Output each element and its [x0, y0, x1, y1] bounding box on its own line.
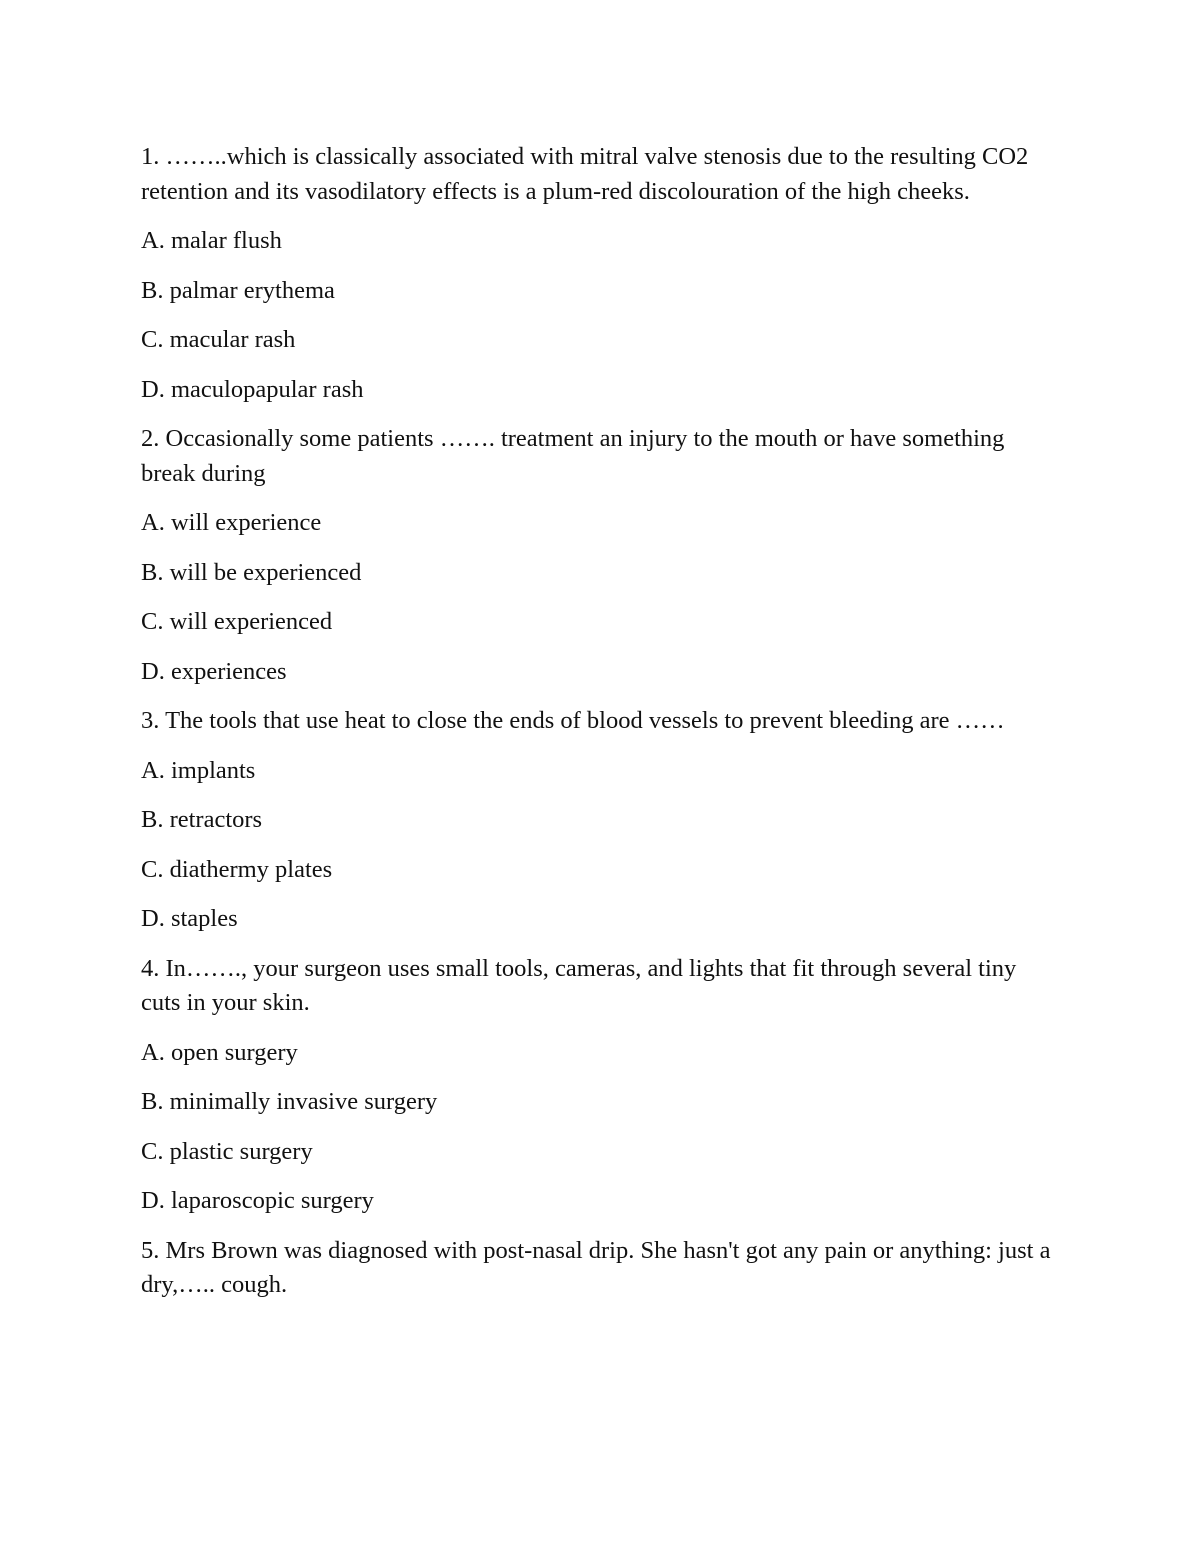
question-5	[141, 1234, 1061, 1303]
question-3	[141, 704, 1061, 937]
option-a	[141, 754, 1061, 789]
option-d	[141, 1184, 1061, 1219]
question-text: The tools that use heat to close the ends of blood vessels to prevent bleeding are ……	[165, 707, 1005, 734]
option-c	[141, 1135, 1061, 1170]
option-letter: D.	[141, 1187, 165, 1214]
question-number: 1.	[141, 143, 160, 170]
question-number: 4.	[141, 954, 160, 982]
question-stem	[141, 140, 1061, 209]
option-text: retractors	[169, 806, 263, 833]
option-c	[141, 323, 1061, 358]
option-letter: C.	[141, 326, 164, 353]
question-text: Mrs Brown was diagnosed with post-nasal drip. She hasn't got any pain or anything: just a dry,….. cough.	[141, 1236, 1051, 1298]
question-text: Occasionally some patients ……. treatment an injury to the mouth or have something break during	[141, 425, 1005, 487]
question-1	[141, 140, 1061, 407]
option-letter: A.	[141, 227, 165, 254]
option-letter: C.	[141, 608, 164, 635]
option-text: will experienced	[169, 608, 333, 635]
option-c	[141, 605, 1061, 640]
option-d	[141, 655, 1061, 690]
option-text: palmar erythema	[169, 276, 335, 304]
option-text: maculopapular rash	[170, 375, 364, 403]
option-text: laparoscopic surgery	[170, 1187, 374, 1214]
option-a	[141, 1036, 1061, 1071]
option-letter: A.	[141, 509, 165, 536]
option-a	[141, 506, 1061, 541]
question-4	[141, 952, 1061, 1219]
option-text: implants	[170, 756, 256, 784]
option-letter: A.	[141, 756, 165, 784]
option-a	[141, 224, 1061, 259]
option-text: plastic surgery	[169, 1137, 313, 1165]
option-b	[141, 1085, 1061, 1120]
option-letter: B.	[141, 558, 164, 586]
option-text: experiences	[170, 657, 287, 685]
option-letter: B.	[141, 1088, 164, 1115]
option-text: macular rash	[169, 326, 296, 353]
option-letter: D.	[141, 905, 165, 932]
option-letter: C.	[141, 1137, 164, 1165]
question-number: 5.	[141, 1236, 160, 1264]
question-text: ……..which is classically associated with mitral valve stenosis due to the resulting CO2 retention and its vasodilatory effects is a plum-red discolouration of the high cheeks.	[141, 143, 1029, 205]
option-c	[141, 853, 1061, 888]
question-stem	[141, 1234, 1061, 1303]
option-letter: B.	[141, 806, 164, 833]
option-b	[141, 803, 1061, 838]
question-text: In……., your surgeon uses small tools, cameras, and lights that fit through several tiny cuts in your skin.	[141, 954, 1017, 1016]
question-stem	[141, 422, 1061, 491]
question-number: 2.	[141, 425, 160, 452]
option-d	[141, 902, 1061, 937]
option-text: will experience	[170, 509, 322, 536]
option-text: diathermy plates	[169, 855, 333, 883]
option-text: malar flush	[170, 227, 282, 254]
question-list	[141, 140, 1061, 1318]
question-number: 3.	[141, 707, 160, 734]
option-letter: A.	[141, 1038, 165, 1066]
question-2	[141, 422, 1061, 689]
option-text: will be experienced	[169, 558, 362, 586]
option-letter: C.	[141, 855, 164, 883]
option-b	[141, 274, 1061, 309]
option-letter: B.	[141, 276, 164, 304]
option-letter: D.	[141, 657, 165, 685]
question-stem	[141, 704, 1061, 739]
option-letter: D.	[141, 375, 165, 403]
option-text: minimally invasive surgery	[169, 1088, 438, 1115]
option-d	[141, 373, 1061, 408]
option-text: staples	[170, 905, 238, 932]
option-b	[141, 556, 1061, 591]
question-stem	[141, 952, 1061, 1021]
option-text: open surgery	[170, 1038, 298, 1066]
